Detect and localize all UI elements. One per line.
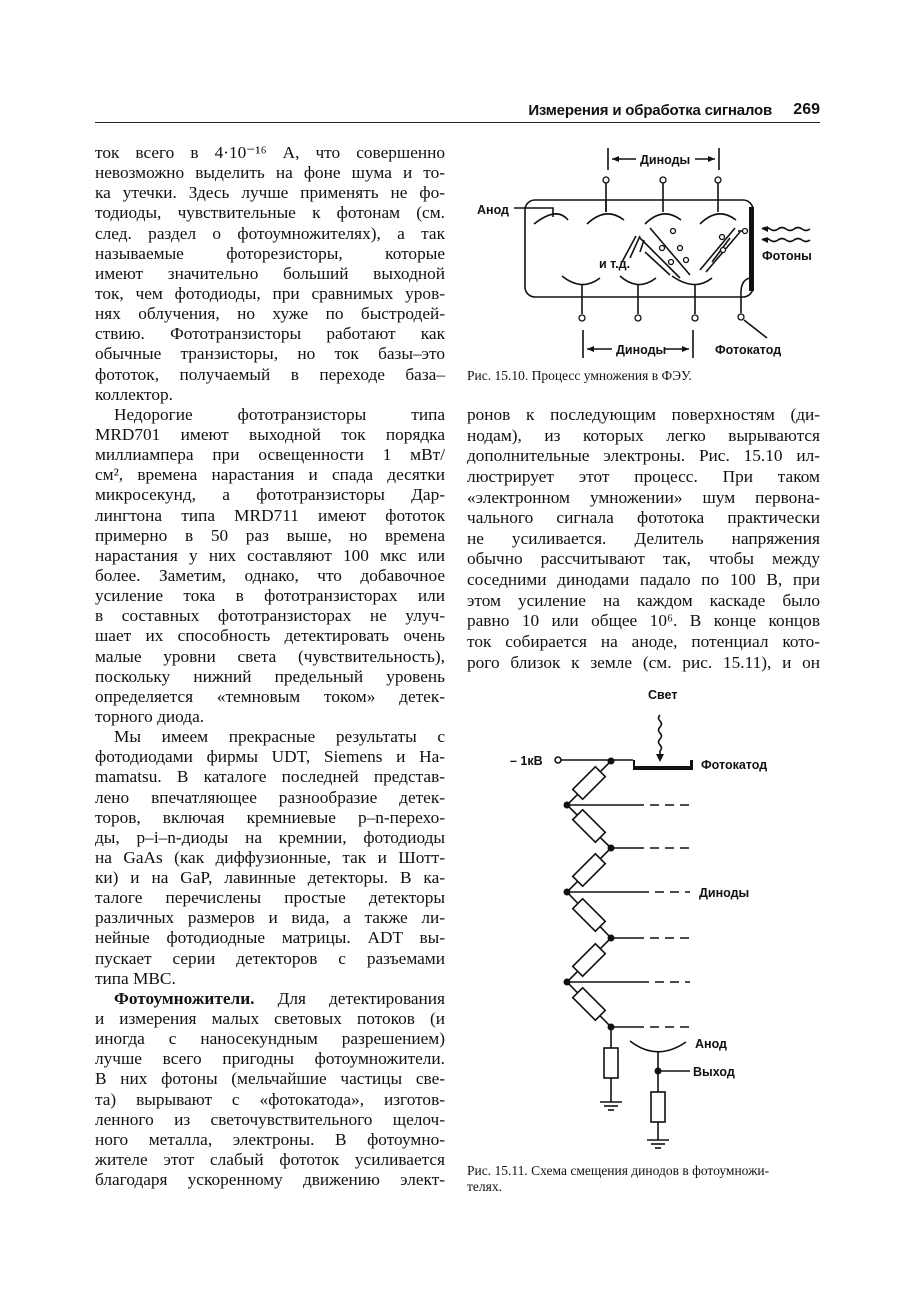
text-line: малые уровни света (чувствительность), bbox=[95, 646, 445, 666]
paragraph bbox=[467, 405, 820, 673]
text-line: ствию. Фототранзисторы работают как bbox=[95, 324, 445, 344]
fig1-photocathode-label: Фотокатод bbox=[715, 343, 782, 357]
paragraph bbox=[95, 727, 445, 989]
text-line: та) вырывают с «фотокатода», изготов- bbox=[95, 1089, 445, 1109]
text-line: люстрирует этот процесс. При таком bbox=[467, 466, 820, 486]
text-line: см², времена нарастания и спада десятки bbox=[95, 465, 445, 485]
text-line: соседними динодами падало по 100 В, при bbox=[467, 570, 820, 590]
text-line: лучше всего пригодны фотоумножители. bbox=[95, 1049, 445, 1069]
text-line: этом усиление на каждом каскаде было bbox=[467, 590, 820, 610]
figure-15-11-dynode-bias-circuit bbox=[500, 680, 780, 1160]
figure-15-11-caption-line: телях. bbox=[467, 1179, 502, 1194]
text-line: миллиампера при освещенности 1 мВт/ bbox=[95, 445, 445, 465]
text-line: дополнительные электроны. Рис. 15.10 ил- bbox=[467, 446, 820, 466]
paragraph bbox=[95, 143, 445, 405]
fig1-dynodes-top-label: Диноды bbox=[640, 153, 691, 167]
text-line: иногда с наносекундным разрешением) bbox=[95, 1029, 445, 1049]
figure-15-10-pmt-diagram bbox=[460, 140, 820, 370]
text-line: нарастания у них составляют 100 мкс или bbox=[95, 545, 445, 565]
text-line: Мы имеем прекрасные результаты с bbox=[114, 727, 445, 747]
fig2-light-label: Свет bbox=[648, 688, 678, 702]
text-line: след. раздел о фотоумножителях), а так bbox=[95, 223, 445, 243]
text-line: торов, включая кремниевые p–n-перехо- bbox=[95, 807, 445, 827]
text-line: различных размеров и вида, а также ли- bbox=[95, 908, 445, 928]
text-line: В них фотоны (мельчайшие частицы све- bbox=[95, 1069, 445, 1089]
page-number: 269 bbox=[793, 101, 820, 118]
left-column bbox=[95, 143, 445, 1190]
text-line: равно 10 или общее 10⁶. В конце концов bbox=[467, 611, 820, 631]
text-line: ток всего в 4·10⁻¹⁶ А, что совершенно bbox=[95, 143, 445, 162]
text-line: mamatsu. В каталоге последней представ- bbox=[95, 767, 445, 787]
text-line: ного металла, электроны. В фотоумно- bbox=[95, 1129, 445, 1149]
text-line: чального сигнала фототока практически bbox=[467, 508, 820, 528]
text-line: пускает серии детекторов с разъемами bbox=[95, 948, 445, 968]
text-line: ток, чем фотодиоды, при сравнимых уров- bbox=[95, 283, 445, 303]
text-line: ды, p–i–n-диоды на кремнии, фотодиоды bbox=[95, 827, 445, 847]
text-line: и измерения малых световых потоков (и bbox=[95, 1009, 445, 1029]
figure-15-10-caption: Рис. 15.10. Процесс умножения в ФЭУ. bbox=[467, 368, 692, 383]
text-line: обычно рассчитывают так, чтобы между bbox=[467, 549, 820, 569]
fig2-dynodes-label: Диноды bbox=[699, 886, 750, 900]
running-header bbox=[95, 100, 820, 123]
text-line: фототок, получаемый в переходе база– bbox=[95, 364, 445, 384]
text-line: более. Заметим, однако, что добавочное bbox=[95, 565, 445, 585]
figure-15-11-caption bbox=[467, 1163, 769, 1195]
fig1-photons-label: Фотоны bbox=[762, 249, 812, 263]
text-line: называемые фоторезисторы, которые bbox=[95, 243, 445, 263]
text-line: тодиоды, чувствительные к фотонам (см. bbox=[95, 203, 445, 223]
text-line: рого близок к земле (см. рис. 15.11), и он bbox=[467, 652, 820, 672]
figure-15-11-caption-line: Рис. 15.11. Схема смещения динодов в фотоумножи- bbox=[467, 1163, 770, 1178]
text-line: лингтона типа MRD711 имеют фототок bbox=[95, 505, 445, 525]
text-line: микросекунд, а фототранзисторы Дар- bbox=[95, 485, 445, 505]
text-line: лено впечатляющее разнообразие детек- bbox=[95, 787, 445, 807]
text-line: благодаря ускоренному движению элект- bbox=[95, 1170, 445, 1190]
text-line: торного диода. bbox=[95, 706, 205, 726]
fig1-etc-label: и т.д. bbox=[599, 257, 631, 271]
text-line: нях облучения, но хуже по быстродей- bbox=[95, 304, 445, 324]
text-line bbox=[95, 989, 445, 1009]
text-line: не усиливается. Делитель напряжения bbox=[467, 528, 820, 548]
fig1-anode-label: Анод bbox=[477, 203, 509, 217]
running-title: Измерения и обработка сигналов bbox=[528, 102, 772, 119]
text-run: Для детектирования bbox=[254, 988, 445, 1008]
text-line: нодам), из которых легко вырываются bbox=[467, 425, 820, 445]
text-line: ток собирается на аноде, потенциал кото- bbox=[467, 632, 820, 652]
paragraph bbox=[95, 405, 445, 727]
paragraph bbox=[95, 989, 445, 1190]
fig2-voltage-label: – 1кВ bbox=[510, 754, 543, 768]
text-line: нейные фотодиодные матрицы. ADT вы- bbox=[95, 928, 445, 948]
text-line: жителе этот слабый фототок усиливается bbox=[95, 1150, 445, 1170]
text-line: ки) и на GaP, лавинные детекторы. В ка- bbox=[95, 868, 445, 888]
text-line: фотодиодами фирмы UDT, Siemens и Ha- bbox=[95, 747, 445, 767]
text-line: в составных фототранзисторах не улуч- bbox=[95, 606, 445, 626]
fig2-output-label: Выход bbox=[693, 1065, 735, 1079]
text-line: Недорогие фототранзисторы типа bbox=[114, 404, 445, 424]
text-line: ка утечки. Здесь лучше применять не фо- bbox=[95, 183, 445, 203]
text-line: на GaAs (как диффузионные, так и Шотт- bbox=[95, 847, 445, 867]
text-line: поскольку нижний предельный уровень bbox=[95, 666, 445, 686]
fig1-dynodes-bottom-label: Диноды bbox=[616, 343, 667, 357]
fig2-photocathode-label: Фотокатод bbox=[701, 758, 768, 772]
text-line: имеют значительно больший выходной bbox=[95, 263, 445, 283]
text-line: типа MBC. bbox=[95, 968, 176, 988]
fig2-anode-label: Анод bbox=[695, 1037, 727, 1051]
text-line: примерно в 50 раз выше, но времена bbox=[95, 525, 445, 545]
text-line: талоге перечислены простые детекторы bbox=[95, 888, 445, 908]
text-line: «электронном умножении» шум первона- bbox=[467, 487, 820, 507]
text-line: шает их способность детектировать очень bbox=[95, 626, 445, 646]
text-line: усиление тока в фототранзисторах или bbox=[95, 586, 445, 606]
text-line: MRD701 имеют выходной ток порядка bbox=[95, 424, 445, 444]
text-line: ленного из светочувствительного щелоч- bbox=[95, 1109, 445, 1129]
section-run-in-heading: Фотоумножители. bbox=[114, 988, 255, 1008]
text-line: определяется «темновым током» детек- bbox=[95, 686, 445, 706]
text-line: невозможно выделить на фоне шума и то- bbox=[95, 163, 445, 183]
right-column bbox=[467, 405, 820, 673]
text-line: коллектор. bbox=[95, 384, 173, 404]
text-line: ронов к последующим поверхностям (ди- bbox=[467, 405, 820, 424]
text-line: обычные транзисторы, но ток базы–это bbox=[95, 344, 445, 364]
